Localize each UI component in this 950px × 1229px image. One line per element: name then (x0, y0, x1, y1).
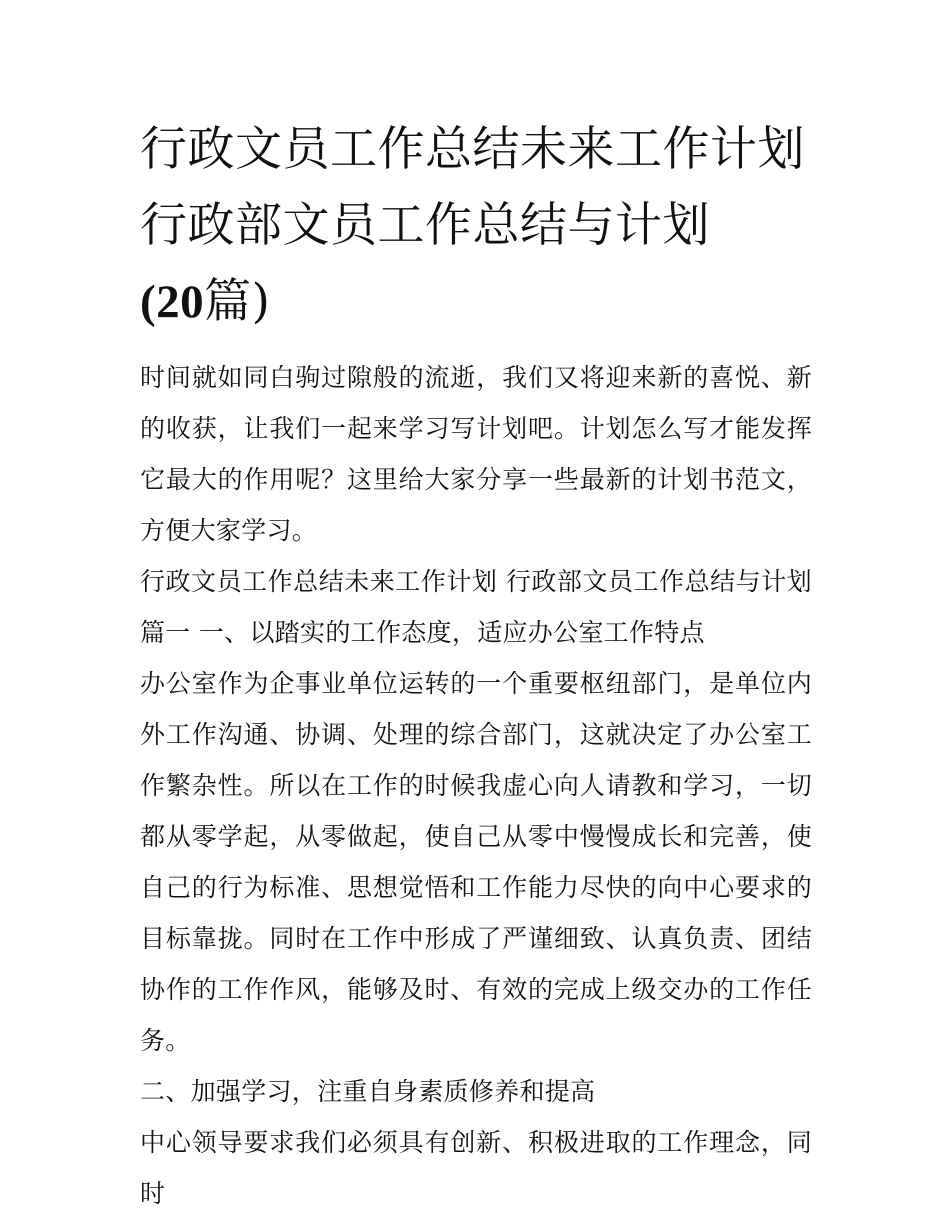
document-body (140, 352, 812, 1219)
intro-paragraph: 时间就如同白驹过隙般的流逝，我们又将迎来新的喜悦、新的收获，让我们一起来学习写计划吧。计划怎么写才能发挥它最大的作用呢？这里给大家分享一些最新的计划书范文，方便大家学习。 (140, 363, 812, 545)
title-count-word: 篇) (204, 274, 271, 329)
section-heading-2: 二、加强学习，注重自身素质修养和提高 (140, 1077, 596, 1106)
body-paragraph-continued: 中心领导要求我们必须具有创新、积极进取的工作理念，同时 (140, 1128, 812, 1208)
title-count: (20 (140, 276, 205, 328)
title-main: 行政文员工作总结未来工作计划 行政部文员工作总结与计划 (140, 122, 805, 253)
document-content (140, 112, 812, 1219)
document-title (140, 112, 812, 340)
section-heading-1: 行政文员工作总结未来工作计划 行政部文员工作总结与计划篇一 一、以踏实的工作态度，适应办公室工作特点 (140, 567, 812, 647)
body-paragraph: 办公室作为企事业单位运转的一个重要枢纽部门，是单位内外工作沟通、协调、处理的综合部门，这就决定了办公室工作繁杂性。所以在工作的时候我虚心向人请教和学习，一切都从零学起，从零做起，使自己从零中慢慢成长和完善，使自己的行为标准、思想觉悟和工作能力尽快的向中心要求的目标靠拢。同时在工作中形成了严谨细致、认真负责、团结协作的工作作风，能够及时、有效的完成上级交办的工作任务。 (140, 669, 812, 1055)
